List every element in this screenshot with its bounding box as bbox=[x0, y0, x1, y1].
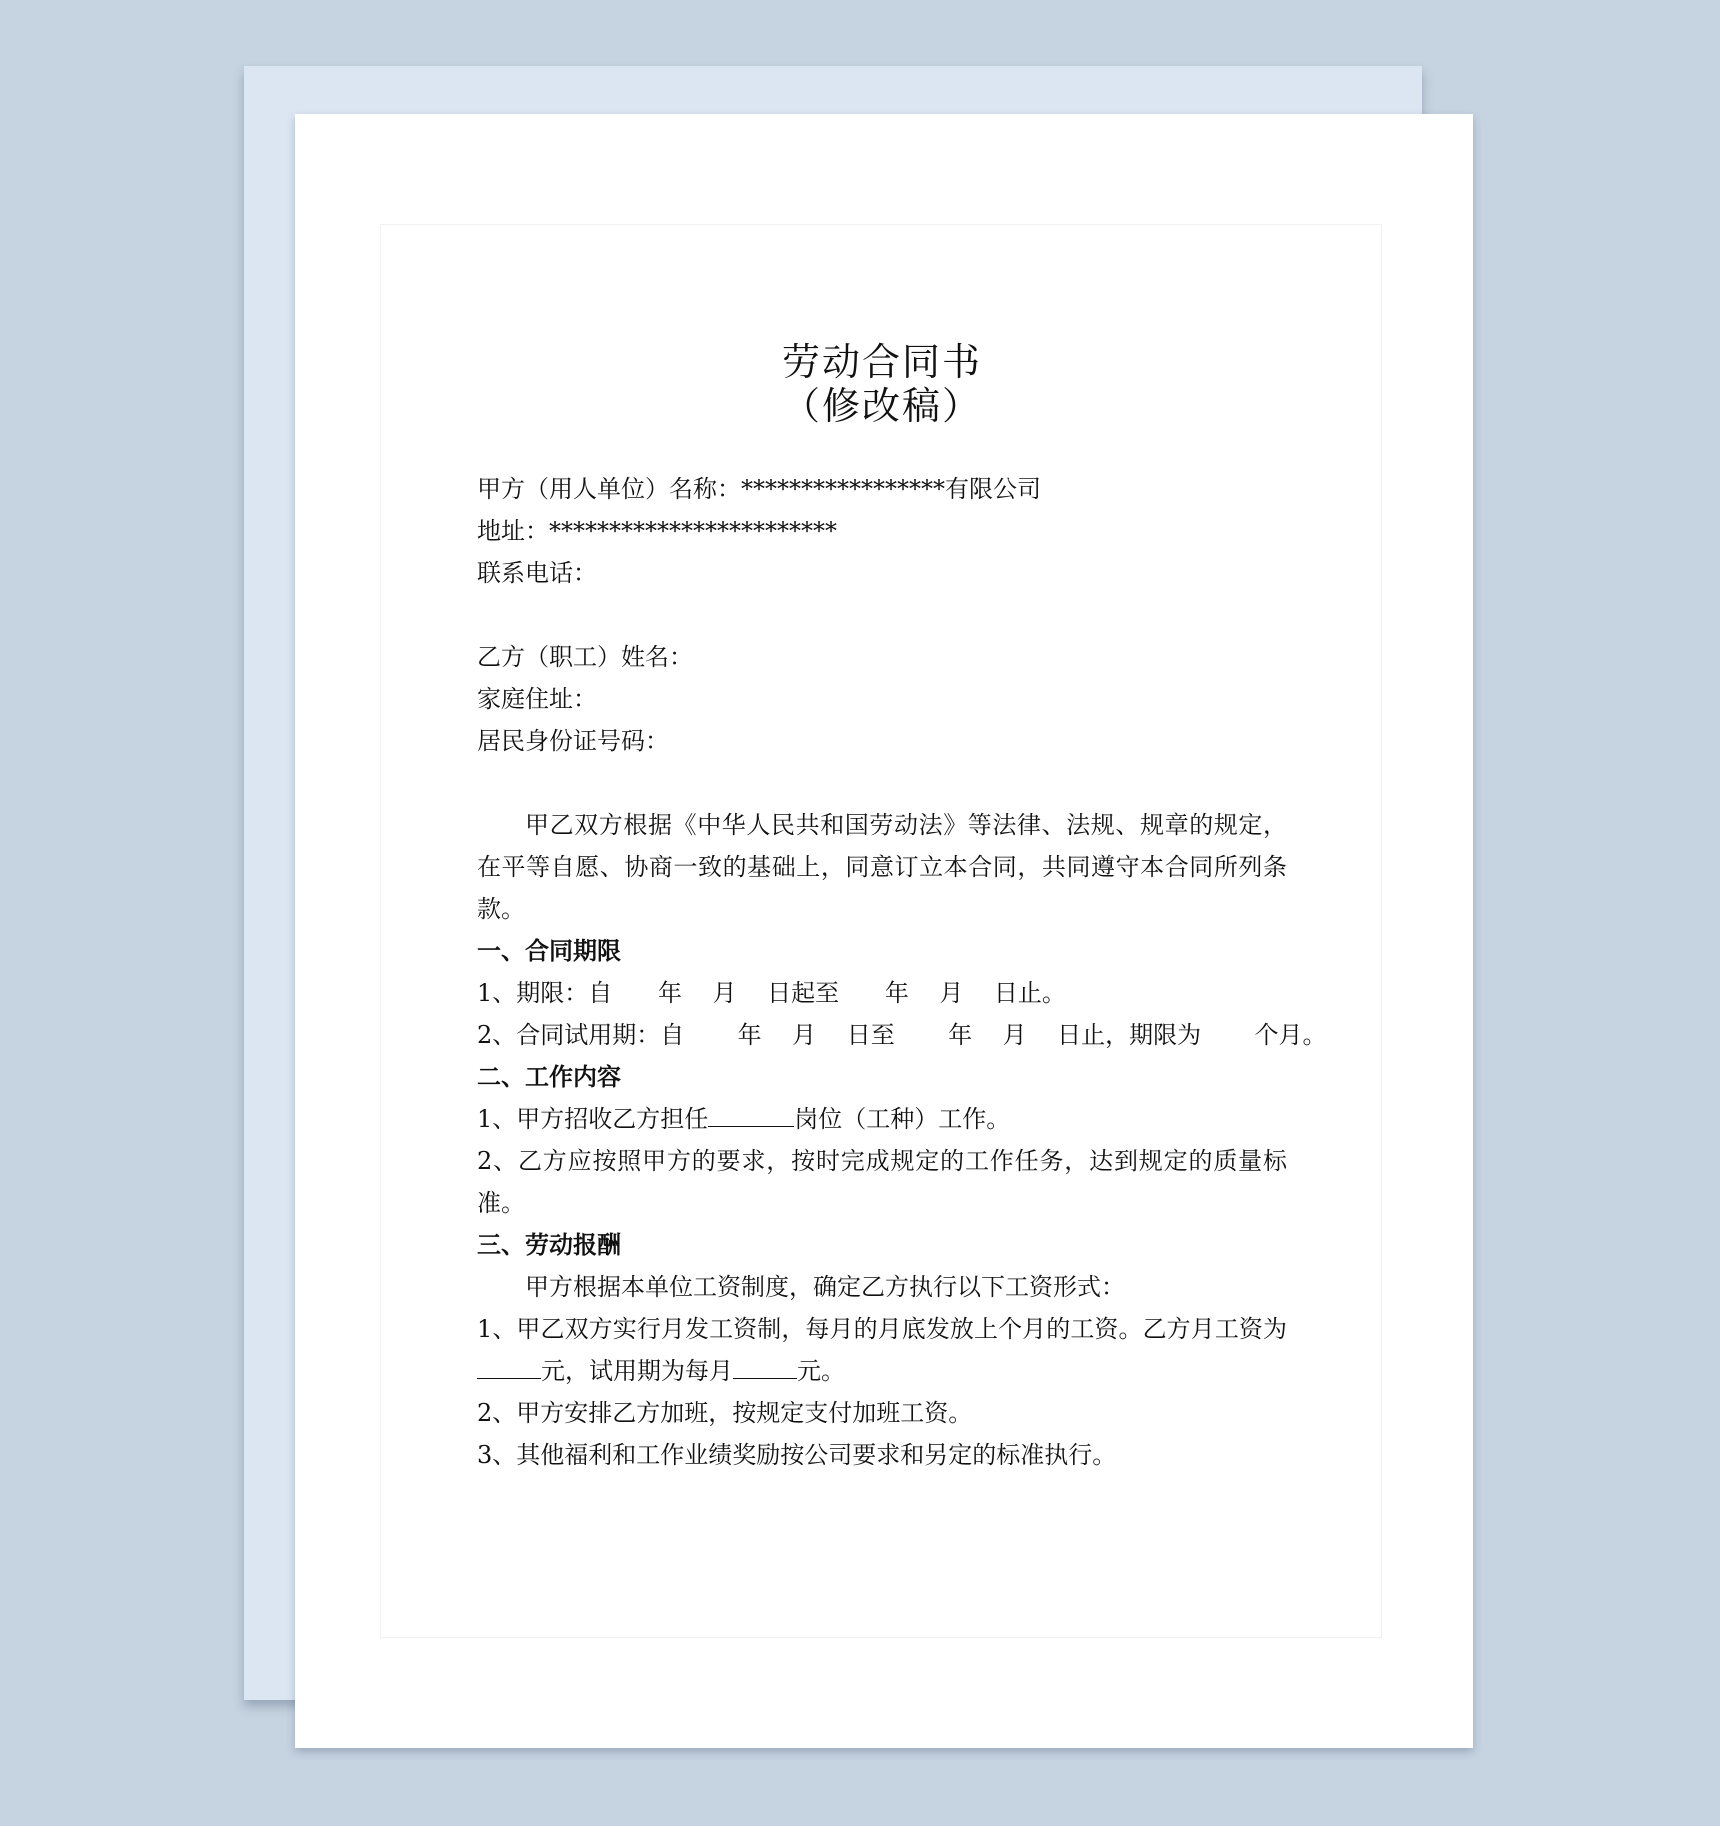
section-term-heading: 一、合同期限 bbox=[477, 936, 621, 965]
pay-item-1-part3: 元。 bbox=[797, 1357, 845, 1385]
pay-intro: 甲方根据本单位工资制度，确定乙方执行以下工资形式： bbox=[525, 1273, 1125, 1301]
term-item-2: 2、合同试用期：自 年 月 日至 年 月 日止，期限为 个月。 bbox=[477, 1021, 1327, 1049]
party-a-phone: 联系电话： bbox=[477, 559, 597, 587]
document-subtitle: （修改稿） bbox=[781, 384, 982, 428]
intro-paragraph: 甲乙双方根据《中华人民共和国劳动法》等法律、法规、规章的规定，在平等自愿、协商一致的基础上，同意订立本合同，共同遵守本合同所列条款。 bbox=[477, 811, 1287, 923]
party-b-home-address: 家庭住址： bbox=[477, 685, 597, 713]
party-b-id-number: 居民身份证号码： bbox=[477, 727, 669, 755]
work-item-1-suffix: 岗位（工种）工作。 bbox=[794, 1105, 1011, 1133]
document-title: 劳动合同书 bbox=[781, 340, 982, 384]
monthly-salary-blank bbox=[477, 1352, 541, 1379]
pay-item-1 bbox=[477, 1308, 1287, 1392]
term-item-1: 1、期限：自 年 月 日起至 年 月 日止。 bbox=[477, 979, 1066, 1007]
spacer bbox=[477, 762, 1287, 804]
pay-item-1-part2: 元，试用期为每月 bbox=[541, 1357, 733, 1385]
document-page bbox=[295, 114, 1473, 1748]
probation-salary-blank bbox=[733, 1352, 797, 1379]
section-pay-heading: 三、劳动报酬 bbox=[477, 1230, 621, 1259]
title-block bbox=[477, 340, 1287, 428]
spacer bbox=[477, 594, 1287, 636]
work-item-2: 2、乙方应按照甲方的要求，按时完成规定的工作任务，达到规定的质量标准。 bbox=[477, 1147, 1287, 1217]
pay-item-3: 3、其他福利和工作业绩奖励按公司要求和另定的标准执行。 bbox=[477, 1441, 1117, 1469]
party-b-name: 乙方（职工）姓名： bbox=[477, 643, 693, 671]
section-work-heading: 二、工作内容 bbox=[477, 1062, 621, 1091]
work-item-1-prefix: 1、甲方招收乙方担任 bbox=[477, 1105, 709, 1133]
party-a-address: 地址：************************ bbox=[477, 517, 837, 545]
document-body bbox=[477, 340, 1327, 1476]
party-a-name: 甲方（用人单位）名称：*****************有限公司 bbox=[477, 475, 1041, 503]
pay-item-1-part1: 1、甲乙双方实行月发工资制，每月的月底发放上个月的工资。乙方月工资为 bbox=[477, 1315, 1287, 1343]
pay-item-2: 2、甲方安排乙方加班，按规定支付加班工资。 bbox=[477, 1399, 973, 1427]
work-item-1 bbox=[477, 1098, 1287, 1140]
position-blank bbox=[708, 1100, 794, 1127]
